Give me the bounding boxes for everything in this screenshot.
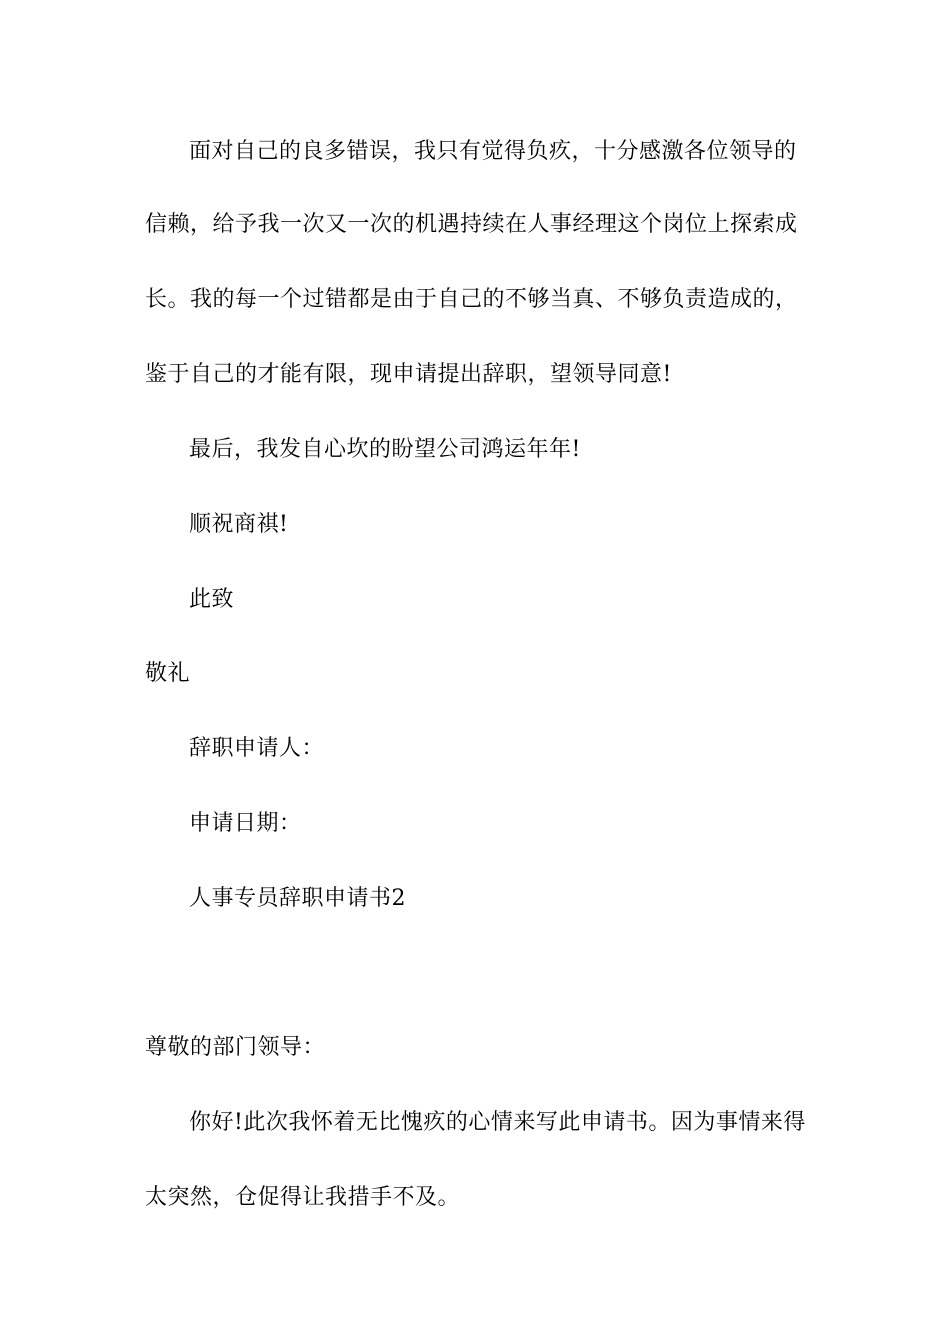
closing-2: 敬礼 [145,661,191,686]
wishes: 顺祝商祺! [189,512,289,537]
paragraph-1-line-2: 信赖，给予我一次又一次的机遇持续在人事经理这个岗位上探索成 [145,212,798,237]
closing-1: 此致 [189,587,235,612]
paragraph-3-line-1: 你好!此次我怀着无比愧疚的心情来写此申请书。因为事情来得 [189,1110,806,1135]
paragraph-1-line-1: 面对自己的良多错误，我只有觉得负疚，十分感激各位领导的 [189,139,797,164]
paragraph-1-line-4: 鉴于自己的才能有限，现申请提出辞职，望领导同意! [145,362,672,387]
date-label: 申请日期： [189,811,302,836]
salutation: 尊敬的部门领导： [145,1035,326,1060]
applicant-label: 辞职申请人： [189,736,325,761]
paragraph-3-line-2: 太突然，仓促得让我措手不及。 [145,1185,461,1210]
section-title: 人事专员辞职申请书2 [189,886,406,911]
paragraph-2: 最后，我发自心坎的盼望公司鸿运年年! [189,437,581,462]
paragraph-1-line-3: 长。我的每一个过错都是由于自己的不够当真、不够负责造成的， [145,287,798,312]
